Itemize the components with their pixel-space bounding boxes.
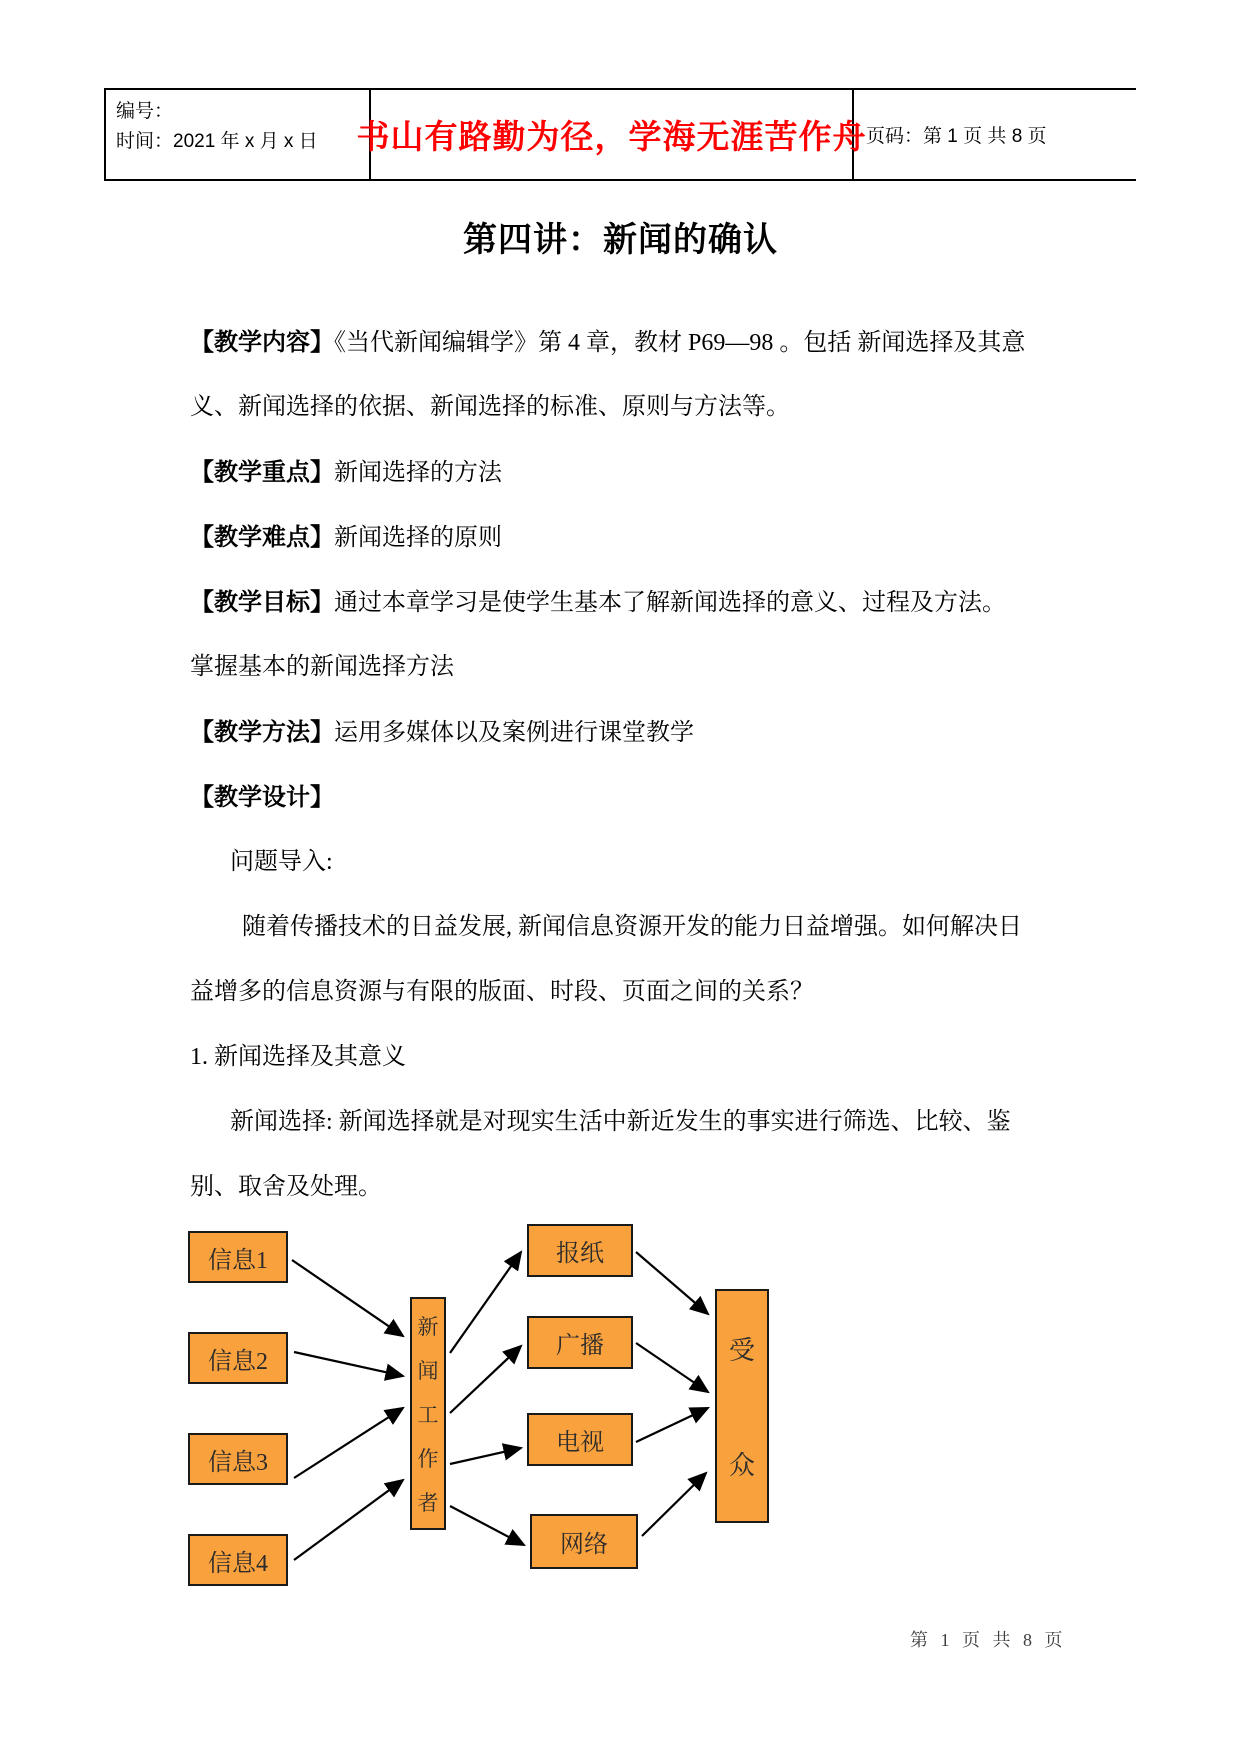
- section-label: 【教学设计】: [190, 784, 334, 811]
- arrow-processor-radio: [450, 1346, 521, 1413]
- page-number-label: 页码：第 1 页 共 8 页: [866, 126, 1047, 147]
- audience-char-1: 受: [728, 1336, 755, 1365]
- arrow-tv-audience: [636, 1408, 708, 1442]
- header-table: [104, 88, 1136, 181]
- section-label: 【教学目标】: [190, 589, 334, 616]
- paragraph-line: [190, 960, 1090, 1025]
- arrow-newspaper-audience: [636, 1252, 708, 1314]
- diagram-box-newspaper: 报纸: [527, 1224, 633, 1277]
- arrow-source3-processor: [294, 1408, 403, 1478]
- header-page-cell: [854, 90, 1136, 179]
- page-title: 第四讲：新闻的确认: [463, 221, 778, 259]
- doc-number-label: 编号：: [116, 101, 174, 122]
- line-text: 通过本章学习是使学生基本了解新闻选择的意义、过程及方法。: [334, 590, 1006, 616]
- diagram-box-source-3: 信息3: [188, 1433, 288, 1485]
- line-text: 问题导入:: [230, 849, 333, 875]
- arrow-internet-audience: [642, 1473, 706, 1536]
- diagram-box-radio: 广播: [527, 1316, 633, 1369]
- section-label: 【教学方法】: [190, 719, 334, 746]
- line-text: 义、新闻选择的依据、新闻选择的标准、原则与方法等。: [190, 394, 790, 420]
- section-label: 【教学内容】: [190, 329, 334, 356]
- line-text: 运用多媒体以及案例进行课堂教学: [334, 720, 694, 746]
- paragraph-line: [190, 830, 1090, 895]
- paragraph-line: [190, 1090, 1090, 1155]
- line-text: 别、取舍及处理。: [190, 1174, 382, 1200]
- paragraph-line: [190, 1155, 1090, 1220]
- line-text: 益增多的信息资源与有限的版面、时段、页面之间的关系？: [190, 979, 814, 1005]
- arrow-processor-tv: [450, 1448, 521, 1464]
- paragraph-line: [190, 505, 1090, 570]
- diagram-box-audience: [715, 1289, 769, 1523]
- slogan-text: 书山有路勤为径，学海无涯苦作舟: [356, 120, 867, 156]
- line-text: 新闻选择的原则: [334, 525, 502, 551]
- arrow-radio-audience: [636, 1343, 708, 1392]
- diagram-box-source-2: 信息2: [188, 1332, 288, 1384]
- paragraph-line: [190, 700, 1090, 765]
- line-text: 掌握基本的新闻选择方法: [190, 654, 454, 680]
- diagram-box-source-1: 信息1: [188, 1231, 288, 1283]
- section-label: 【教学难点】: [190, 524, 334, 551]
- line-text: 新闻选择的方法: [334, 460, 502, 486]
- diagram-box-news-worker: 新闻工作者: [410, 1297, 446, 1530]
- paragraph-line: [190, 635, 1090, 700]
- paragraph-line: [190, 570, 1090, 635]
- diagram-box-tv: 电视: [527, 1413, 633, 1466]
- arrow-source4-processor: [294, 1480, 403, 1560]
- line-text: 《当代新闻编辑学》第 4 章，教材 P69—98 。包括 新闻选择及其意: [334, 330, 1026, 356]
- header-slogan-cell: [356, 90, 867, 179]
- paragraph-line: [190, 895, 1090, 960]
- section-label: 【教学重点】: [190, 459, 334, 486]
- document-body: [190, 310, 1090, 1220]
- paragraph-line: [190, 1025, 1090, 1090]
- line-text: 随着传播技术的日益发展, 新闻信息资源开发的能力日益增强。如何解决日: [242, 914, 1022, 940]
- header-meta-cell: [106, 90, 371, 179]
- diagram-box-source-4: 信息4: [188, 1534, 288, 1586]
- audience-char-2: 众: [728, 1451, 755, 1480]
- doc-time-label: 时间：2021 年 x 月 x 日: [116, 131, 318, 152]
- arrow-processor-newspaper: [450, 1252, 521, 1353]
- diagram-box-internet: 网络: [530, 1514, 638, 1569]
- flow-arrows: [0, 1200, 1241, 1754]
- line-text: 新闻选择: 新闻选择就是对现实生活中新近发生的事实进行筛选、比较、鉴: [230, 1109, 1011, 1135]
- footer-page-number: 第 1 页 共 8 页: [910, 1630, 1067, 1650]
- arrow-source1-processor: [292, 1260, 403, 1336]
- paragraph-line: [190, 375, 1090, 440]
- paragraph-line: [190, 765, 1090, 830]
- line-text: 1. 新闻选择及其意义: [190, 1044, 406, 1070]
- arrow-source2-processor: [294, 1352, 403, 1376]
- arrow-processor-internet: [450, 1506, 524, 1545]
- paragraph-line: [190, 310, 1090, 375]
- paragraph-line: [190, 440, 1090, 505]
